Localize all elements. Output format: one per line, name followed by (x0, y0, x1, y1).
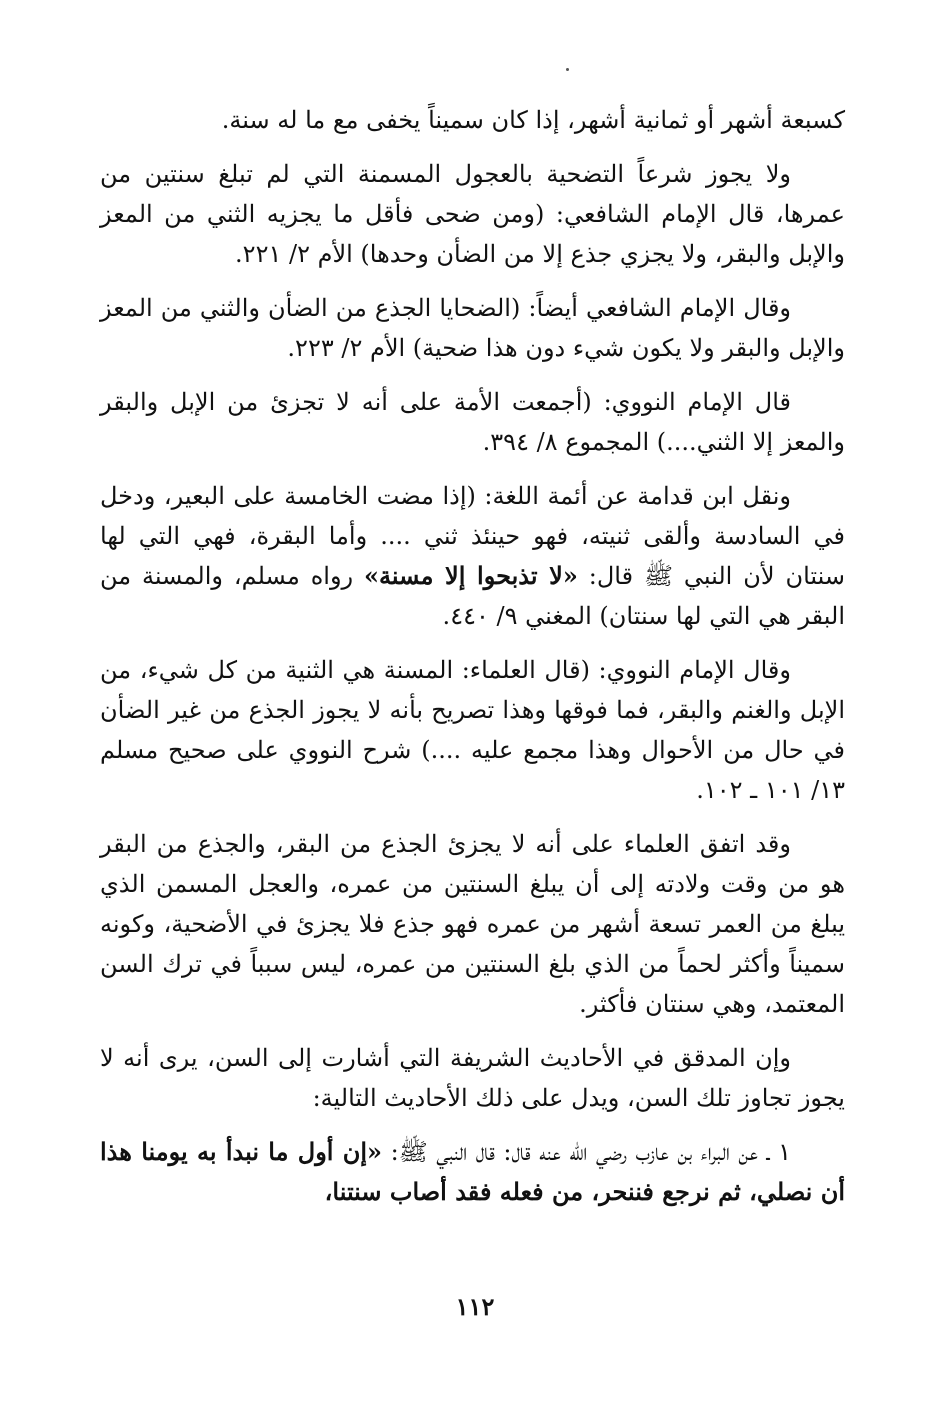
paragraph-5-text-a: ونقل ابن قدامة عن أئمة اللغة: (إذا مضت الخامسة على البعير، ودخل في السادسة وألقى ثنيته، فهو حينئذ ثني .... وأما البقرة، فهي التي لها سنتان لأن النبي ﷺ قال: (100, 482, 845, 590)
paragraph-9 (100, 1132, 845, 1212)
paragraph-8: وإن المدقق في الأحاديث الشريفة التي أشارت إلى السن، يرى أنه لا يجوز تجاوز تلك السن، ويدل على ذلك الأحاديث التالية: (100, 1044, 845, 1112)
paragraph-4: قال الإمام النووي: (أجمعت الأمة على أنه لا تجزئ من الإبل والبقر والمعز إلا الثني....) المجموع ٨/ ٣٩٤. (100, 388, 845, 456)
paragraph-2: ولا يجوز شرعاً التضحية بالعجول المسمنة التي لم تبلغ سنتين من عمرها، قال الإمام الشافعي: (ومن ضحى فأقل ما يجزيه الثني من المعز والإبل والبقر، ولا يجزي جذع إلا من الضأن وحدها) الأم ٢/ ٢٢١. (100, 160, 845, 268)
paragraph-6: وقال الإمام النووي: (قال العلماء: المسنة هي الثنية من كل شيء، من الإبل والغنم والبقر، فما فوقها وهذا تصريح بأنه لا يجوز الجذع من غير الضأن في حال من الأحوال وهذا مجمع عليه ....) شرح النووي على صحيح مسلم ١٣/ ١٠١ ـ ١٠٢. (100, 656, 845, 804)
paragraph-9-text-a: ١ ـ عن البراء بن عازب رضي الله عنه قال: قال النبي ﷺ: (382, 1138, 792, 1166)
paragraph-5 (100, 476, 845, 636)
paragraph-7: وقد اتفق العلماء على أنه لا يجزئ الجذع من البقر، والجذع من البقر هو من وقت ولادته إلى أن يبلغ السنتين من عمره، والعجل المسمن الذي يبلغ من العمر تسعة أشهر من عمره فهو جذع فلا يجزئ في الأضحية، وكونه سميناً وأكثر لحماً من الذي بلغ السنتين من عمره، ليس سبباً في ترك السن المعتمد، وهي سنتان فأكثر. (100, 830, 845, 1018)
page-body (100, 100, 845, 1226)
paragraph-5-text-b: رواه مسلم، والمسنة من البقر هي التي لها سنتان) المغني ٩/ ٤٤٠. (100, 562, 845, 630)
paragraph-1: كسبعة أشهر أو ثمانية أشهر، إذا كان سميناً يخفى مع ما له سنة. (221, 106, 845, 134)
paragraph-3: وقال الإمام الشافعي أيضاً: (الضحايا الجذع من الضأن والثني من المعز والإبل والبقر ولا يكون شيء دون هذا ضحية) الأم ٢/ ٢٢٣. (100, 294, 845, 362)
hadith-quote: «لا تذبحوا إلا مسنة» (364, 561, 578, 590)
page-number: ١١٢ (455, 1292, 495, 1321)
page-mark (566, 68, 569, 71)
hadith-quote-2: «إن أول ما نبدأ به يومنا هذا أن نصلي، ثم نرجع فننحر، من فعله فقد أصاب سنتنا، (100, 1137, 845, 1206)
